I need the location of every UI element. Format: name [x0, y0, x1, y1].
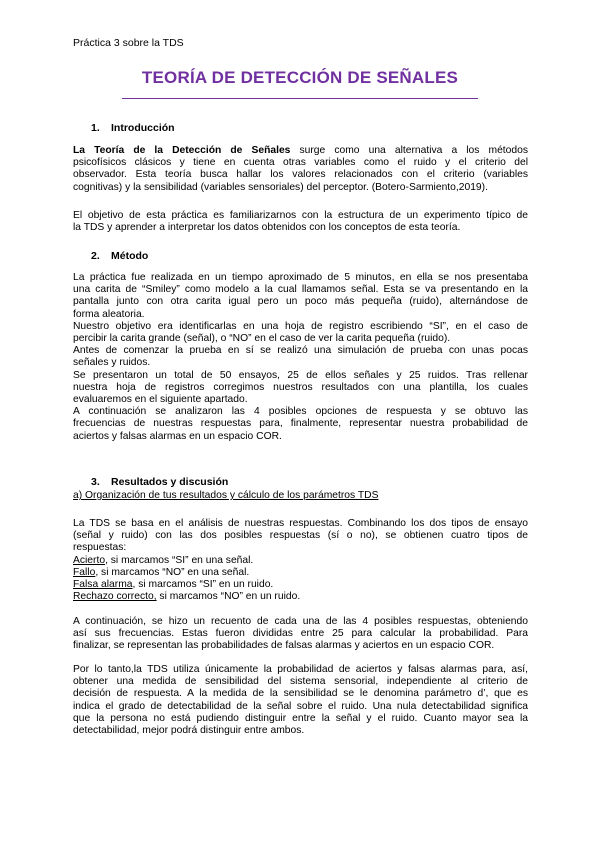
- section-heading-intro: [91, 122, 175, 134]
- results-subheading: [73, 490, 528, 502]
- definition-item: [73, 567, 528, 579]
- paragraph-line: percibir la carita grande (señal), o “NO” en el caso de ver la carita pequeña (ruido).: [73, 333, 451, 345]
- intro-paragraph-1: [73, 145, 528, 194]
- paragraph-line: señales y ruidos.: [73, 357, 151, 369]
- paragraph-line: detectabilidad, mejor podrá distinguir entre ambos.: [73, 725, 305, 737]
- paragraph-line: Se presentaron un total de 50 ensayos, 25 de ellos señales y 25 ruidos. Tras rellenar: [73, 369, 528, 381]
- subheading-text: a) Organización de tus resultados y cálculo de los parámetros TDS: [73, 490, 379, 501]
- paragraph-line: (señal y ruido) con las dos posibles respuestas (sí o no), se obtienen cuatro tipos de: [73, 530, 528, 542]
- paragraph-line: que la persona no está pudiendo distinguir entre la señal y el ruido. Cuanto mayor sea la: [73, 712, 528, 724]
- intro-paragraph-2: [73, 210, 528, 234]
- section-number: 3.: [91, 476, 100, 488]
- paragraph-line: finalizar, se representan las probabilidades de falsas alarmas y aciertos en un espacio COR.: [73, 640, 495, 652]
- paragraph-line: respuestas:: [73, 542, 127, 554]
- page-header: Práctica 3 sobre la TDS: [73, 37, 184, 49]
- paragraph-line: [73, 145, 528, 157]
- paragraph-line: aciertos y falsas alarmas en un espacio COR.: [73, 430, 282, 442]
- section-number: 2.: [91, 250, 100, 262]
- definition-term: Falsa alarma: [73, 579, 133, 591]
- definition-term: Fallo: [73, 566, 96, 578]
- paragraph-line: A continuación se analizaron las 4 posibles opciones de respuesta y se obtuvo las: [73, 406, 528, 418]
- section-title: Método: [111, 250, 149, 262]
- title-underline: [122, 98, 478, 99]
- definition-item: [73, 555, 528, 567]
- definition-term: Acierto: [73, 554, 106, 566]
- definition-term: Rechazo correcto,: [73, 591, 157, 603]
- paragraph-line: A continuación, se hizo un recuento de cada una de las 4 posibles respuestas, obteniendo: [73, 616, 528, 627]
- paragraph-line: indica el grado de detectabilidad de la señal sobre el ruido. Una nula detectabilidad significa: [73, 700, 528, 712]
- paragraph-line: El objetivo de esta práctica es familiarizarnos con la estructura de un experimento típico de: [73, 210, 528, 221]
- paragraph-line: psicofísicos clásicos y tiene en cuenta otras variables como el ruido y el criterio del: [73, 157, 528, 169]
- section-title: Resultados y discusión: [111, 476, 229, 488]
- paragraph-line: forma aleatoria.: [73, 308, 145, 320]
- document-title: TEORÍA DE DETECCIÓN DE SEÑALES: [141, 68, 459, 87]
- paragraph-line: La TDS se basa en el análisis de nuestras respuestas. Combinando los dos tipos de ensayo: [73, 518, 528, 529]
- bold-term: La Teoría de la Detección de Señales: [73, 145, 291, 156]
- paragraph-line: una carita de “Smiley” como modelo a la cual llamamos señal. Esta se va presentando en la: [73, 284, 528, 296]
- paragraph-line: observador. Esta teoría busca hallar los valores relacionados con el criterio (variables: [73, 169, 528, 181]
- section-number: 1.: [91, 122, 100, 134]
- section-heading-results: [91, 476, 228, 488]
- definition-text: , si marcamos “NO” en una señal.: [95, 566, 250, 578]
- definition-item: [73, 579, 528, 591]
- definition-item: [73, 591, 528, 603]
- results-paragraph-2: [73, 616, 528, 653]
- paragraph-line: La práctica fue realizada en un tiempo aproximado de 5 minutos, en ella se nos presentaba: [73, 272, 528, 283]
- paragraph-line: cognitivas) y la sensibilidad (variables sensoriales) del perceptor. (Botero-Sarmiento,2019).: [73, 181, 488, 193]
- definition-text: si marcamos “NO” en un ruido.: [156, 591, 301, 603]
- results-paragraph-1: [73, 518, 528, 603]
- paragraph-line: Nuestro objetivo era identificarlas en una hoja de registro escribiendo “SI”, en el caso de: [73, 320, 528, 332]
- line-text: surge como una alternativa a los métodos: [290, 145, 528, 156]
- paragraph-line: nuestra hoja de registros corregimos nuestros resultados con una plantilla, los cuales: [73, 381, 528, 393]
- paragraph-line: decisión de respuesta. A la medida de la sensibilidad se le denomina parámetro d’, que es: [73, 688, 528, 700]
- paragraph-line: evaluaremos en el siguiente apartado.: [73, 394, 248, 406]
- paragraph-line: la TDS y aprender a interpretar los datos obtenidos con los conceptos de esta teoría.: [73, 222, 461, 234]
- section-heading-method: [91, 250, 148, 262]
- paragraph-line: Por lo tanto,la TDS utiliza únicamente la probabilidad de aciertos y falsas alarmas para, así,: [73, 664, 528, 675]
- definition-text: , si marcamos “SI” en una señal.: [105, 554, 254, 566]
- paragraph-line: obtener una medida de sensibilidad del sistema sensorial, independiente al criterio de: [73, 676, 528, 688]
- paragraph-line: frecuencias de nuestras respuestas para, finalmente, representar nuestra probabilidad de: [73, 418, 528, 430]
- method-paragraph: [73, 272, 528, 443]
- results-paragraph-3: [73, 664, 528, 737]
- paragraph-line: así sus frecuencias. Estas fueron divididas entre 25 para calcular la probabilidad. Para: [73, 628, 528, 640]
- definition-text: , si marcamos “SI” en un ruido.: [132, 579, 274, 591]
- section-title: Introducción: [111, 122, 175, 134]
- paragraph-line: pantalla junto con otra carita igual pero un poco más pequeña (ruido), alternándose de: [73, 296, 528, 308]
- paragraph-line: Antes de comenzar la prueba en sí se realizó una simulación de prueba con unas pocas: [73, 345, 528, 357]
